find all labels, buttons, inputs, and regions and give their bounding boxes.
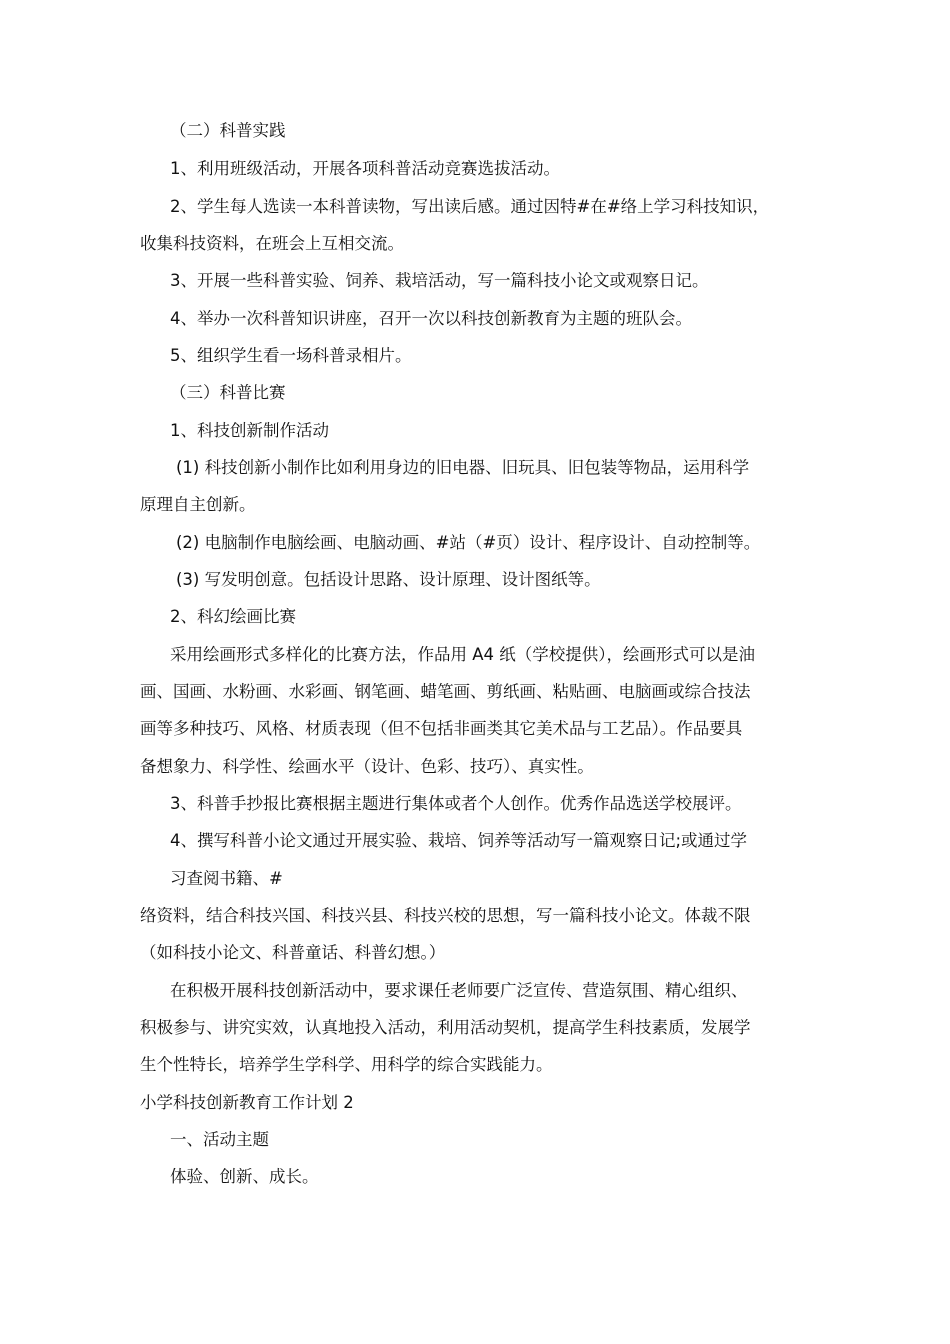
paragraph-line: 习查阅书籍、# [170,869,283,888]
paragraph-line: 画等多种技巧、风格、材质表现（但不包括非画类其它美术品与工艺品）。作品要具 [140,719,743,738]
paragraph-line: 2、学生每人选读一本科普读物，写出读后感。通过因特#在#络上学习科技知识， [170,197,770,216]
section-heading-science-competition: （三）科普比赛 [170,383,286,402]
paragraph-line: 络资料，结合科技兴国、科技兴县、科技兴校的思想，写一篇科技小论文。体裁不限 [140,906,751,925]
paragraph-line: 积极参与、讲究实效，认真地投入活动，利用活动契机，提高学生科技素质，发展学 [140,1018,751,1037]
paragraph-line: 原理自主创新。 [140,495,256,514]
paragraph-line: 4、撰写科普小论文通过开展实验、栽培、饲养等活动写一篇观察日记;或通过学 [170,831,748,850]
paragraph-line: 1、利用班级活动，开展各项科普活动竞赛选拔活动。 [170,159,560,178]
paragraph-line: 4、举办一次科普知识讲座，召开一次以科技创新教育为主题的班队会。 [170,309,692,328]
paragraph-line: 3、科普手抄报比赛根据主题进行集体或者个人创作。优秀作品选送学校展评。 [170,794,742,813]
section-heading-science-practice: （二）科普实践 [170,121,286,140]
paragraph-line: （如科技小论文、科普童话、科普幻想。） [140,943,446,962]
paragraph-line: 5、组织学生看一场科普录相片。 [170,346,412,365]
paragraph-line: 采用绘画形式多样化的比赛方法，作品用 A4 纸（学校提供），绘画形式可以是油 [170,645,756,664]
paragraph-line: (2) 电脑制作电脑绘画、电脑动画、#站（#页）设计、程序设计、自动控制等。 [176,533,761,552]
paragraph-line: (1) 科技创新小制作比如利用身边的旧电器、旧玩具、旧包装等物品，运用科学 [176,458,750,477]
paragraph-line: (3) 写发明创意。包括设计思路、设计原理、设计图纸等。 [176,570,601,589]
paragraph-line: 生个性特长，培养学生学科学、用科学的综合实践能力。 [140,1055,553,1074]
paragraph-line: 3、开展一些科普实验、饲养、栽培活动，写一篇科技小论文或观察日记。 [170,271,709,290]
paragraph-line: 1、科技创新制作活动 [170,421,329,440]
paragraph-line: 体验、创新、成长。 [170,1167,319,1186]
paragraph-line: 收集科技资料，在班会上互相交流。 [140,234,404,253]
paragraph-line: 备想象力、科学性、绘画水平（设计、色彩、技巧）、真实性。 [140,757,594,776]
paragraph-line: 2、科幻绘画比赛 [170,607,296,626]
paragraph-line: 画、国画、水粉画、水彩画、钢笔画、蜡笔画、剪纸画、粘贴画、电脑画或综合技法 [140,682,751,701]
document-title-plan-2: 小学科技创新教育工作计划 2 [140,1093,354,1112]
section-heading-activity-theme: 一、活动主题 [170,1130,269,1149]
paragraph-line: 在积极开展科技创新活动中，要求课任老师要广泛宣传、营造氛围、精心组织、 [170,981,748,1000]
